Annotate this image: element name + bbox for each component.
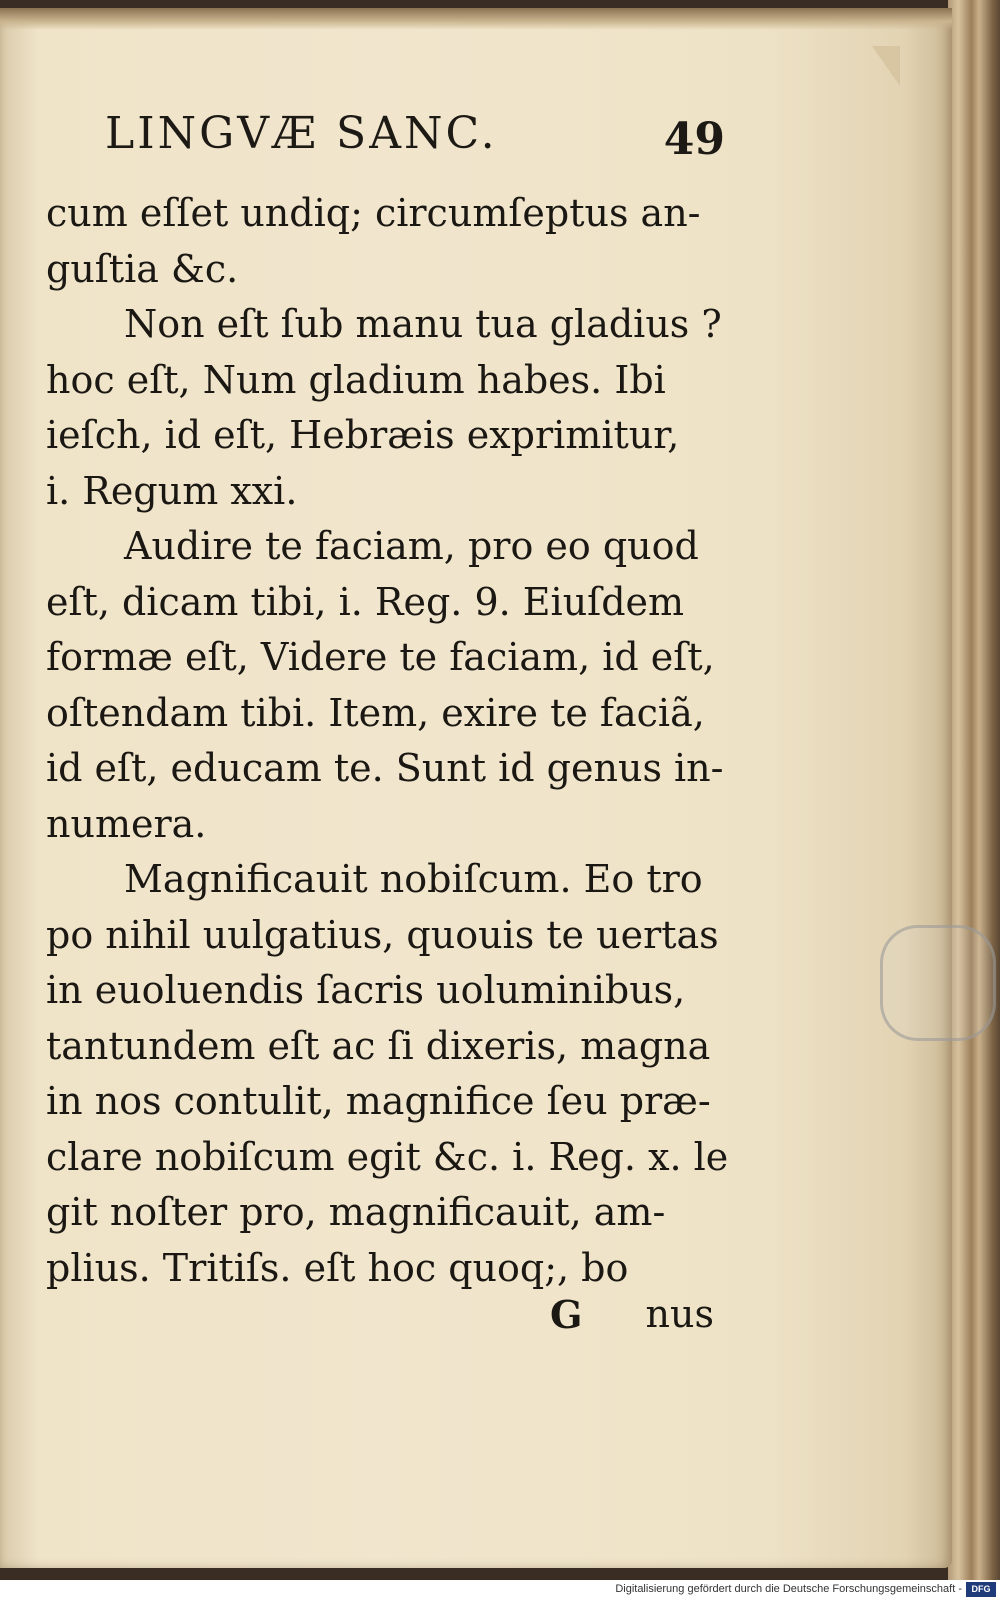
running-title: LINGVÆ SANC. [105, 108, 498, 159]
text-line: guſtia &c. [46, 246, 239, 291]
text-line: cum eſſet undiq; circumſeptus an- [46, 191, 701, 235]
text-line: i. Regum xxi. [46, 468, 298, 513]
page-corner-fold [872, 46, 900, 86]
text-line: Audire te faciam, pro eo quod [124, 524, 699, 568]
page-top-edge [0, 8, 952, 30]
catchword: nus [645, 1292, 714, 1336]
text-line: eſt, dicam tibi, i. Reg. 9. Eiuſdem [46, 579, 685, 624]
text-line: in euoluendis ſacris uoluminibus, [46, 968, 686, 1012]
digitization-footer [0, 1580, 1000, 1601]
text-line: id eſt, educam te. Sunt id genus in- [46, 746, 724, 790]
text-line: oſtendam tibi. Item, exire te faciã, [46, 690, 705, 735]
text-line: plius. Tritiſs. eſt hoc quoq;, bo [46, 1245, 629, 1290]
text-line: Non eſt ſub manu tua gladius ? [124, 302, 722, 346]
text-line: ieſch, id eſt, Hebræis exprimitur, [46, 413, 680, 457]
text-line: Magnificauit nobiſcum. Eo tro [124, 857, 703, 901]
page-number: 49 [663, 114, 725, 165]
signature-mark: G [550, 1292, 583, 1337]
text-line: formæ eſt, Videre te faciam, id eſt, [46, 635, 715, 679]
page-header [105, 108, 725, 178]
body-text [46, 186, 729, 1296]
text-line: tantundem eſt ac ſi dixeris, magna [46, 1023, 711, 1068]
book-fore-edge [948, 0, 1000, 1580]
text-line: hoc eſt, Num gladium habes. Ibi [46, 357, 666, 402]
text-line: in nos contulit, magnifice ſeu præ- [46, 1079, 711, 1123]
text-line: numera. [46, 801, 207, 846]
funding-credit: Digitalisierung gefördert durch die Deutsche Forschungsgemeinschaft - [615, 1583, 962, 1595]
text-line: git noſter pro, magnificauit, am- [46, 1190, 666, 1234]
paper-clip [880, 925, 996, 1041]
book-page [0, 8, 952, 1568]
signature-and-catchword [550, 1292, 720, 1347]
dfg-logo: DFG [966, 1582, 996, 1597]
text-line: po nihil uulgatius, quouis te uertas [46, 912, 719, 957]
text-line: clare nobiſcum egit &c. i. Reg. x. le [46, 1134, 729, 1179]
